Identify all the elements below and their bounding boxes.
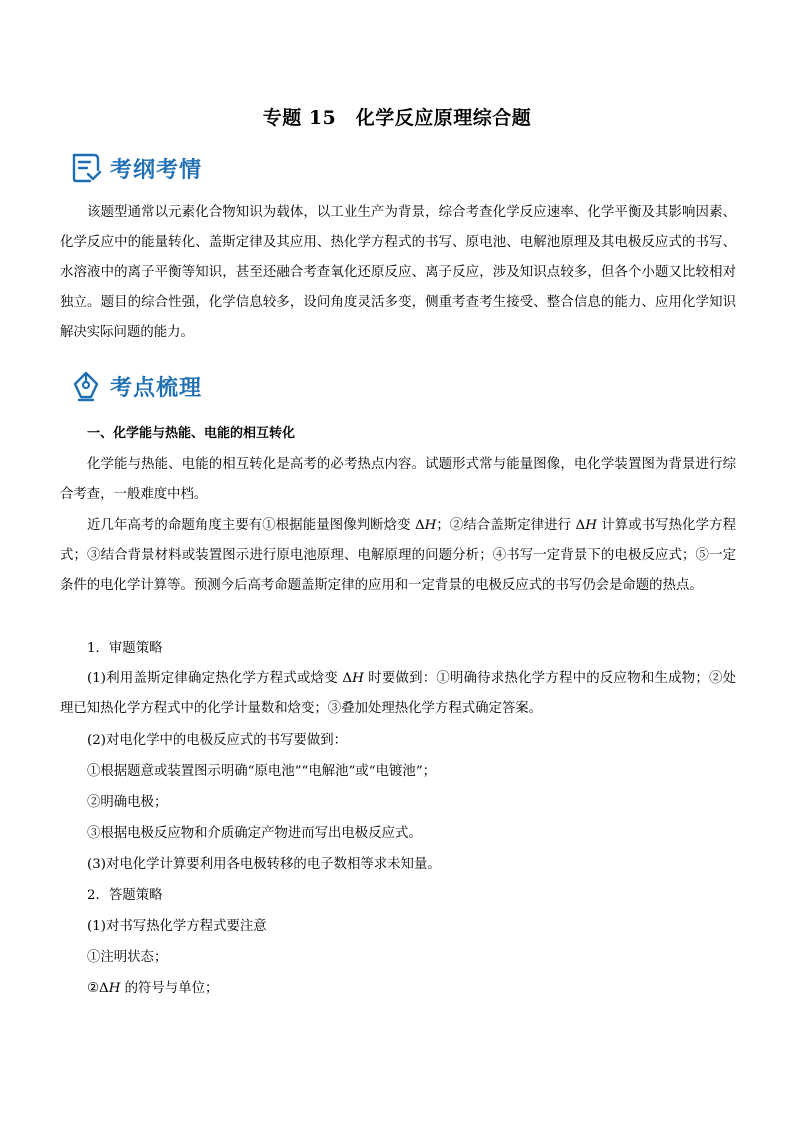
- list-item-heading: 2．答题策略: [87, 888, 163, 903]
- h-symbol: H: [424, 518, 437, 533]
- list-item: (1)对书写热化学方程式要注意: [87, 919, 267, 934]
- subsection-heading: 一、化学能与热能、电能的相互转化: [87, 426, 296, 441]
- text-run: ；②结合盖斯定律进行 Δ: [436, 518, 586, 533]
- section-header-kaogang: [70, 148, 202, 188]
- text-run: 计算或书写热化学方程式；③结合背景材料或装置图示进行原电池原理、电解原理的问题分析；④书写一定背景下的电极反应式；⑤一定条件的电化学计算等。预测今后高考命题盖斯定律的应用和一定背景的电极反应式的书写仍会是命题的热点。: [60, 518, 736, 593]
- section-title: 考纲考情: [110, 157, 203, 183]
- list-document-icon: [70, 152, 102, 184]
- text-run: 的符号与单位；: [120, 981, 219, 996]
- h-symbol: H: [108, 981, 121, 996]
- text-run: 近几年高考的命题角度主要有①根据能量图像判断焓变 Δ: [87, 518, 425, 533]
- list-item: [87, 974, 736, 1004]
- list-item-heading: 1．审题策略: [87, 641, 163, 656]
- kaogang-paragraph: 该题型通常以元素化合物知识为载体，以工业生产为背景，综合考查化学反应速率、化学平衡及其影响因素、化学反应中的能量转化、盖斯定律及其应用、热化学方程式的书写、原电池、电解池原理及其电极反应式的书写、水溶液中的离子平衡等知识，甚至还融合考查氧化还原反应、离子反应，涉及知识点较多，但各个小题又比较相对独立。题目的综合性强，化学信息较多，设问角度灵活多变，侧重考查考生接受、整合信息的能力、应用化学知识解决实际问题的能力。: [60, 205, 736, 340]
- list-item: ①根据题意或装置图示明确“原电池”“电解池”或“电镀池”；: [87, 764, 437, 779]
- section-title: 考点梳理: [110, 375, 203, 401]
- page-title: 专题 15 化学反应原理综合题: [262, 107, 532, 129]
- list-item: ①注明状态；: [87, 950, 168, 965]
- text-run: ②Δ: [87, 981, 109, 996]
- list-item: (2)对电化学中的电极反应式的书写要做到：: [87, 733, 347, 748]
- list-item: (3)对电化学计算要利用各电极转移的电子数相等求未知量。: [87, 857, 441, 872]
- list-item: [60, 664, 736, 724]
- list-item: ③根据电极反应物和介质确定产物进而写出电极反应式。: [87, 826, 422, 841]
- h-symbol: H: [352, 671, 364, 686]
- pen-nib-icon: [70, 370, 102, 402]
- paragraph-angles: [60, 511, 736, 601]
- paragraph-intro: 化学能与热能、电能的相互转化是高考的必考热点内容。试题形式常与能量图像，电化学装置图为背景进行综合考查，一般难度中档。: [60, 457, 736, 502]
- section-header-kaodian: [70, 366, 202, 406]
- text-run: 时要做到：①明确待求热化学方程中的反应物和生成物；②处理已知热化学方程式中的化学计量数和焓变；③叠加处理热化学方程式确定答案。: [60, 671, 736, 716]
- list-item: ②明确电极；: [87, 795, 168, 810]
- h-symbol: H: [585, 518, 597, 533]
- text-run: (1)利用盖斯定律确定热化学方程式或焓变 Δ: [87, 671, 353, 686]
